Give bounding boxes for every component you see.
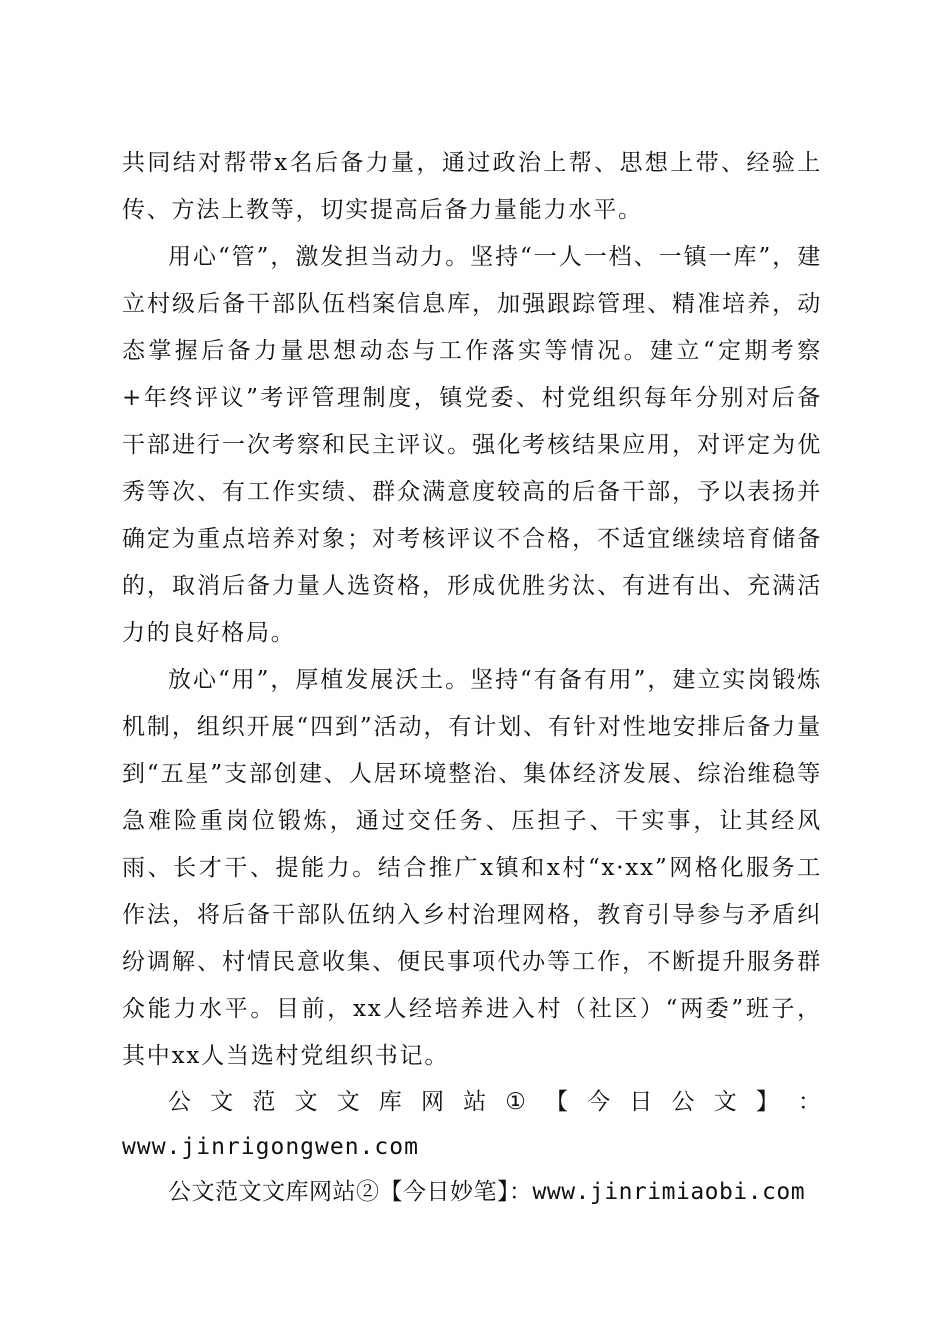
site1-label-char: 网 [420, 1089, 445, 1115]
site1-label-char: 今 [587, 1089, 612, 1115]
site1-label-char: 日 [629, 1089, 654, 1115]
site1-label-line [122, 1080, 822, 1125]
site2-label: 公文范文文库网站②【今日妙笔】： [168, 1179, 533, 1205]
site1-label-char: 文 [336, 1089, 361, 1115]
document-page [122, 140, 822, 1215]
paragraph-2: 用心“管”，激发担当动力。坚持“一人一档、一镇一库”，建立村级后备干部队伍档案信息库，加强跟踪管理、精准培养，动态掌握后备力量思想动态与工作落实等情况。建立“定期考察+年终评议”考评管理制度，镇党委、村党组织每年分别对后备干部进行一次考察和民主评议。强化考核结果应用，对评定为优秀等次、有工作实绩、群众满意度较高的后备干部，予以表扬并确定为重点培养对象；对考核评议不合格，不适宜继续培育储备的，取消后备力量人选资格，形成优胜劣汰、有进有出、充满活力的良好格局。 [122, 244, 822, 646]
site1-label-char: 库 [378, 1089, 403, 1115]
site1-label-char: 【 [545, 1089, 570, 1115]
site1-label-char: 公 [671, 1089, 696, 1115]
site1-label-char: 】 [755, 1089, 780, 1115]
site1-label-char: 文 [713, 1089, 738, 1115]
site1-url[interactable]: www.jinrigongwen.com [122, 1134, 419, 1160]
paragraph-3: 放心“用”，厚植发展沃土。坚持“有备有用”，建立实岗锻炼机制，组织开展“四到”活动，有计划、有针对性地安排后备力量到“五星”支部创建、人居环境整治、集体经济发展、综治维稳等急难险重岗位锻炼，通过交任务、压担子、干实事，让其经风雨、长才干、提能力。结合推广x镇和x村“x·xx”网格化服务工作法，将后备干部队伍纳入乡村治理网格，教育引导参与矛盾纠纷调解、村情民意收集、便民事项代办等工作，不断提升服务群众能力水平。目前，xx人经培养进入村（社区）“两委”班子，其中xx人当选村党组织书记。 [122, 667, 822, 1069]
site1-label-char: 站 [463, 1089, 488, 1115]
site1-label-char: 文 [210, 1089, 235, 1115]
paragraph-1: 共同结对帮带x名后备力量，通过政治上帮、思想上带、经验上传、方法上教等，切实提高后备力量能力水平。 [122, 150, 822, 223]
site1-label-char: 公 [168, 1089, 192, 1115]
site1-label-char: ① [505, 1089, 527, 1115]
site1-label-char: 范 [252, 1089, 277, 1115]
site2-url[interactable]: www.jinrimiaobi.com [532, 1179, 806, 1205]
site2-line [122, 1170, 822, 1215]
site1-label-char: ： [797, 1089, 822, 1115]
site1-label-char: 文 [294, 1089, 319, 1115]
